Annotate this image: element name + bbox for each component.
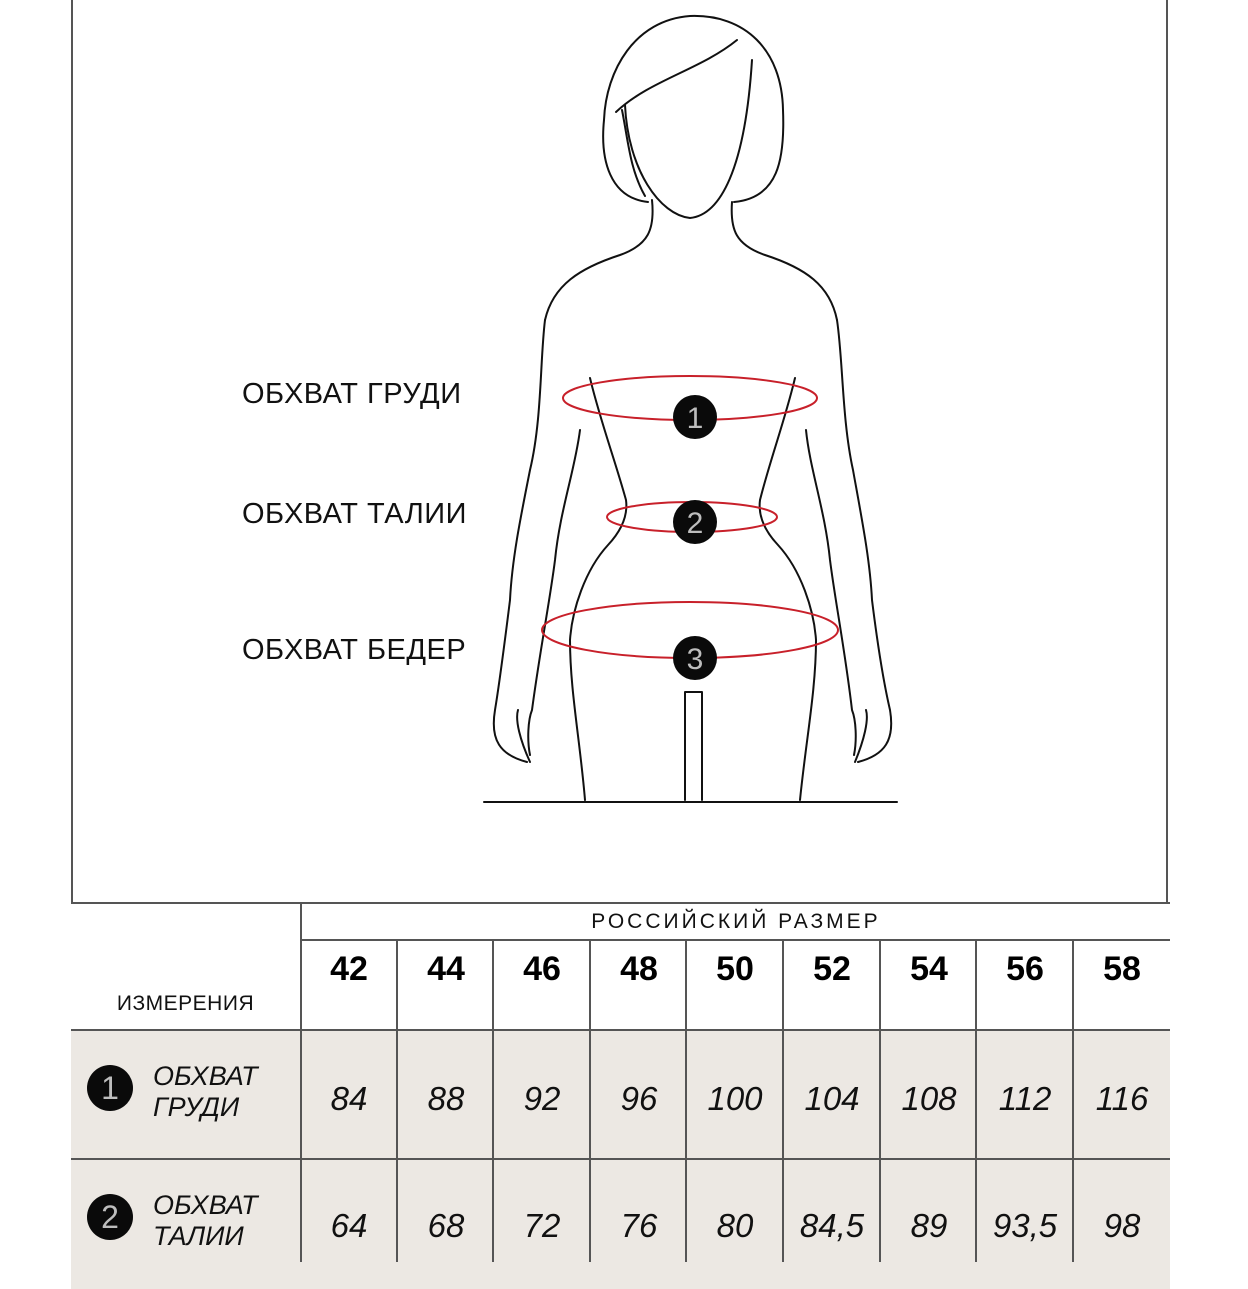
size-44: 44	[427, 950, 465, 988]
hip-label: ОБХВАТ БЕДЕР	[242, 634, 467, 666]
hair-outline	[603, 16, 783, 202]
waist-value: 93,5	[992, 1207, 1058, 1244]
hair-fringe	[616, 40, 737, 112]
chest-value: 116	[1095, 1080, 1149, 1117]
size-54: 54	[910, 950, 948, 988]
waist-value: 98	[1103, 1207, 1141, 1244]
waist-value: 76	[620, 1207, 658, 1244]
waist-value: 80	[716, 1207, 754, 1244]
size-42: 42	[330, 950, 368, 988]
row-1-badge: 1	[87, 1065, 133, 1111]
neck-left	[545, 200, 653, 320]
waist-label: ОБХВАТ ТАЛИИ	[242, 498, 467, 530]
chest-value: 108	[901, 1080, 957, 1117]
badge-3-number: 3	[686, 643, 704, 676]
size-50: 50	[716, 950, 754, 988]
left-arm	[494, 320, 545, 762]
chest-label: ОБХВАТ ГРУДИ	[242, 378, 462, 410]
chest-value: 112	[998, 1080, 1052, 1117]
badge-2-number: 2	[686, 507, 704, 540]
chest-value: 84	[330, 1080, 368, 1117]
measurements-header: ИЗМЕРЕНИЯ	[116, 992, 255, 1015]
neck-right	[732, 202, 837, 320]
size-58: 58	[1103, 950, 1141, 988]
waist-value: 64	[330, 1207, 368, 1244]
waist-value: 84,5	[799, 1207, 865, 1244]
size-46: 46	[523, 950, 561, 988]
size-52: 52	[813, 950, 851, 988]
badge-1-number: 1	[686, 402, 704, 435]
waist-value: 72	[523, 1207, 561, 1244]
chest-value: 100	[707, 1080, 763, 1117]
chest-value: 104	[804, 1080, 860, 1117]
size-table	[71, 902, 1170, 1262]
chest-value: 92	[523, 1080, 561, 1117]
row-2-badge: 2	[87, 1194, 133, 1240]
waist-value: 68	[427, 1207, 465, 1244]
leg-gap	[685, 692, 702, 800]
size-56: 56	[1006, 950, 1044, 988]
size-48: 48	[620, 950, 658, 988]
russian-size-header: РОССИЙСКИЙ РАЗМЕР	[591, 910, 881, 933]
waist-value: 89	[910, 1207, 948, 1244]
chest-value: 96	[620, 1080, 658, 1117]
row-1-label: ОБХВАТ ГРУДИ	[153, 1061, 258, 1122]
row-2-label: ОБХВАТ ТАЛИИ	[153, 1190, 258, 1251]
chest-value: 88	[427, 1080, 465, 1117]
right-arm	[837, 320, 891, 762]
